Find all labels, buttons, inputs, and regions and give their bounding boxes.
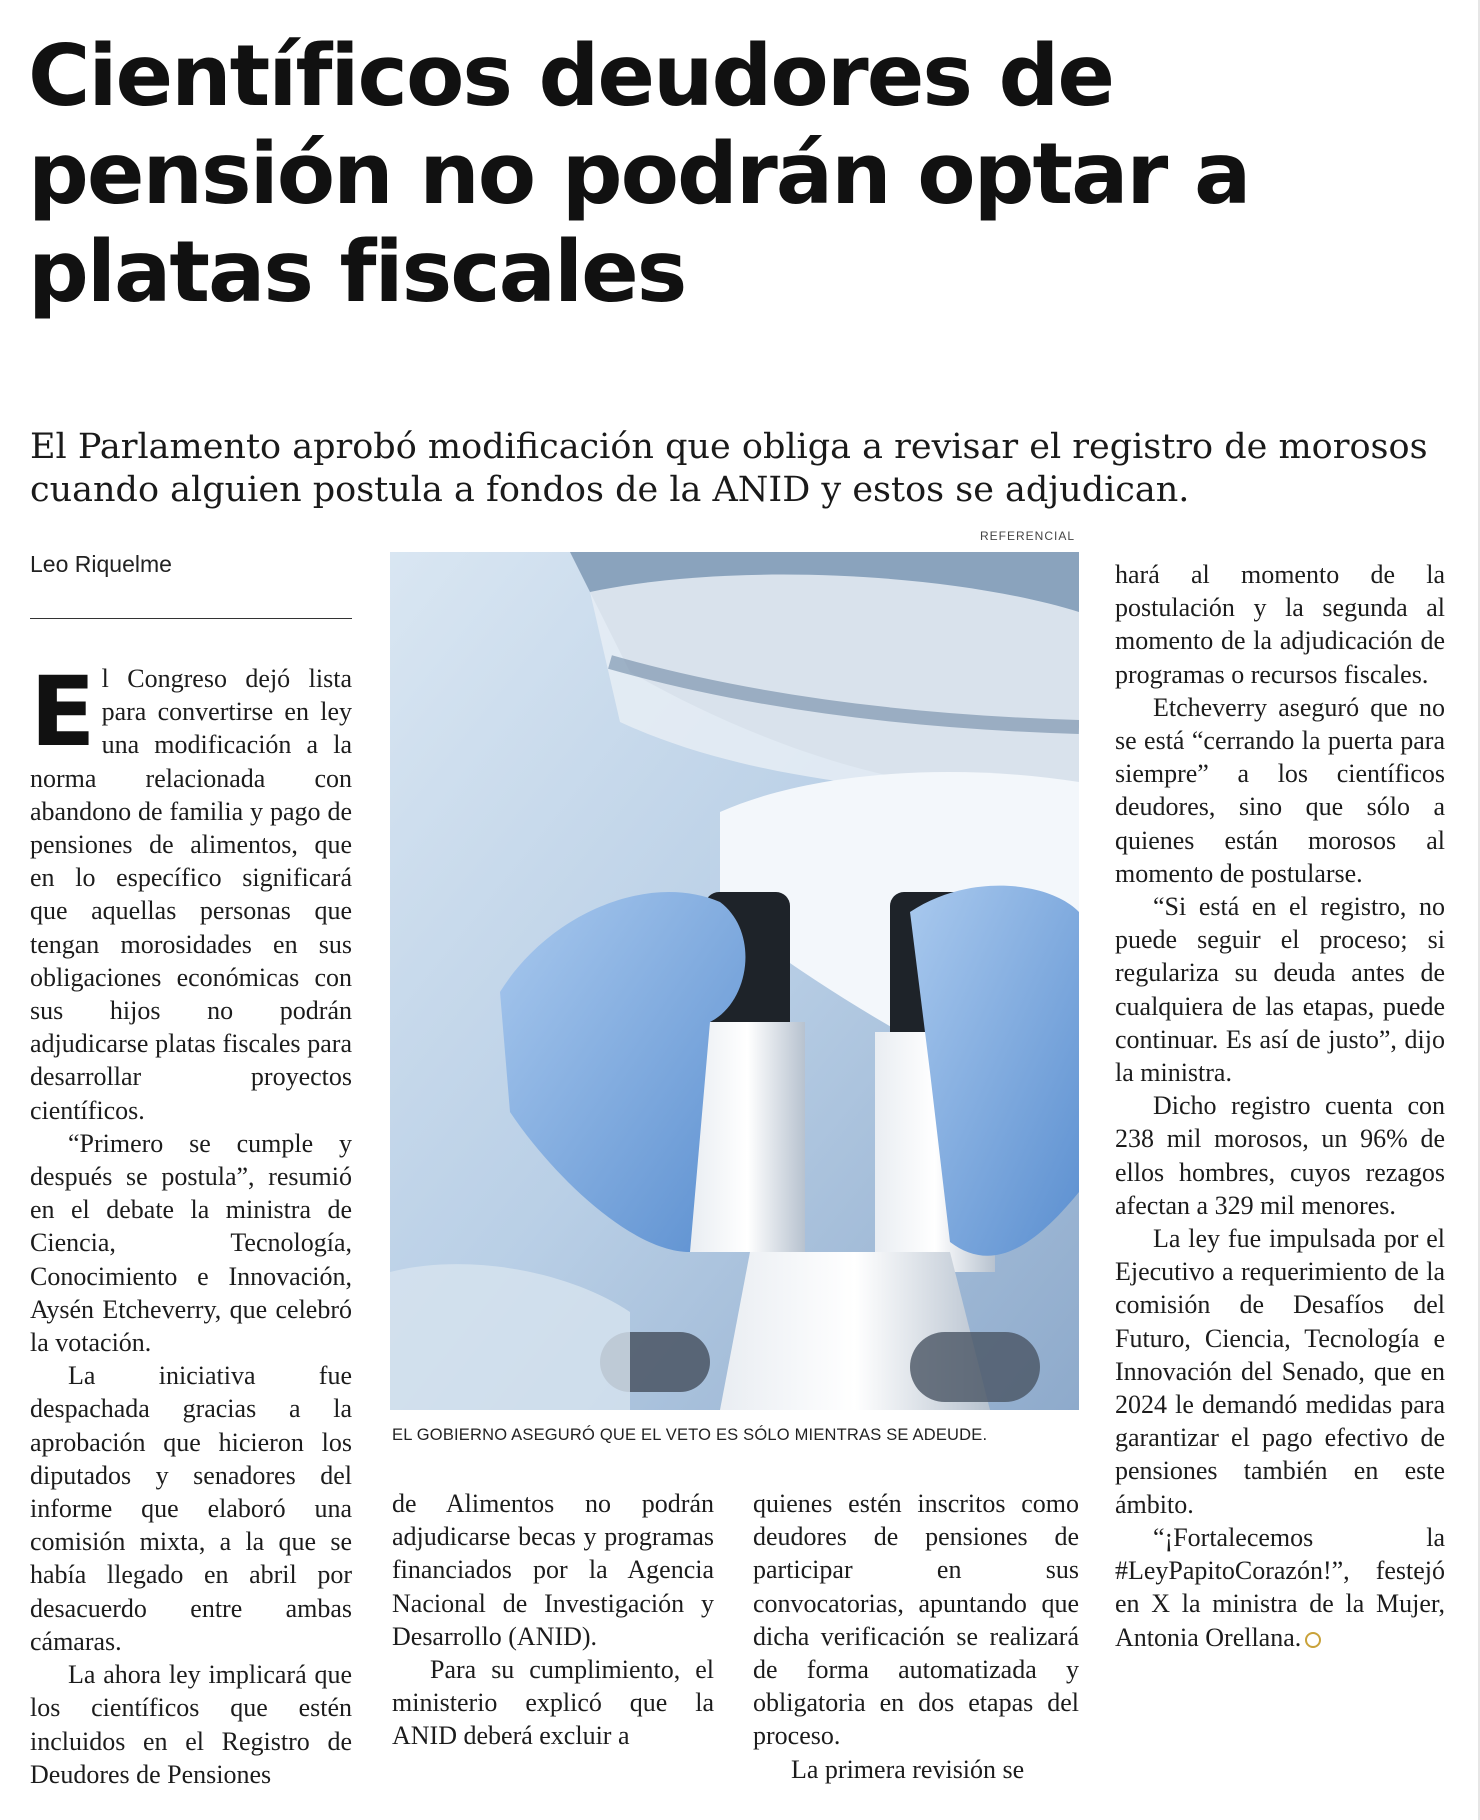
paragraph [30, 656, 352, 1127]
paragraph: La ahora ley implicará que los científicos que estén incluidos en el Registro de Deudores de Pensiones [30, 1660, 352, 1789]
paragraph: Dicho registro cuenta con 238 mil morosos, un 96% de ellos hombres, cuyos rezagos afectan a 329 mil menores. [1115, 1091, 1445, 1220]
byline: Leo Riquelme [30, 551, 172, 577]
column-3 [753, 1487, 1079, 1786]
byline-divider [30, 618, 352, 619]
photo-credit: REFERENCIAL [980, 529, 1076, 543]
paragraph: de Alimentos no podrán adjudicarse becas y programas financiados por la Agencia Nacional de Investigación y Desarrollo (ANID). [392, 1489, 714, 1651]
paragraph: “Primero se cumple y después se postula”, resumió en el debate la ministra de Ciencia, Tecnología, Conocimiento e Innovación, Aysén Etcheverry, que celebró la votación. [30, 1128, 352, 1358]
paragraph-text: “¡Fortalecemos la #LeyPapitoCorazón!”, festejó en X la ministra de la Mujer, Antonia Orellana. [1115, 1522, 1445, 1652]
column-2 [392, 1487, 714, 1753]
headline: Científicos deudores de pensión no podrán optar a platas fiscales [28, 27, 1250, 322]
paragraph: La primera revisión se [791, 1754, 1025, 1784]
drop-cap: E [30, 656, 96, 768]
paragraph: “Si está en el registro, no puede seguir el proceso; si regulariza su deuda antes de cualquiera de las etapas, puede continuar. Es así de justo”, dijo la ministra. [1115, 892, 1445, 1088]
column-4 [1115, 558, 1445, 1654]
paragraph: quienes estén inscritos como deudores de pensiones de participar en sus convocatorias, apuntando que dicha verificación se realizará de forma automatizada y obligatoria en dos etapas del proceso. [753, 1489, 1079, 1751]
paragraph [1115, 1521, 1445, 1654]
paragraph: La ley fue impulsada por el Ejecutivo a requerimiento de la comisión de Desafíos del Futuro, Ciencia, Tecnología e Innovación del Senado, que en 2024 le demandó medidas para garantizar el pago efectivo de pensiones también en este ámbito. [1115, 1224, 1445, 1519]
paragraph: La iniciativa fue despachada gracias a la aprobación que hicieron los diputados y senadores del informe que elaboró una comisión mixta, a la que se había llegado en abril por desacuerdo entre ambas cámaras. [30, 1361, 352, 1656]
column-1 [30, 656, 352, 1791]
paragraph: Para su cumplimiento, el ministerio explicó que la ANID deberá excluir a [392, 1655, 714, 1751]
photo-caption: EL GOBIERNO ASEGURÓ QUE EL VETO ES SÓLO MIENTRAS SE ADEUDE. [392, 1426, 988, 1444]
paragraph: hará al momento de la postulación y la segunda al momento de la adjudicación de programas o recursos fiscales. [1115, 560, 1445, 689]
end-mark-icon [1305, 1632, 1321, 1648]
paragraph-text: l Congreso dejó lista para convertirse en ley una modificación a la norma relacionada con abandono de familia y pago de pensiones de alimentos, que en lo específico significará que aquellas personas que tengan morosidades en sus obligaciones económicas con sus hijos no podrán adjudicarse platas fiscales para desarrollar proyectos científicos. [30, 664, 352, 1125]
paragraph: Etcheverry aseguró que no se está “cerrando la puerta para siempre” a los científicos deudores, sino que sólo a quienes están morosos al momento de postularse. [1115, 692, 1445, 888]
article-photo [390, 552, 1079, 1410]
deck-subtitle: El Parlamento aprobó modificación que obliga a revisar el registro de morosos cuando alguien postula a fondos de la ANID y estos se adjudican. [30, 427, 1428, 510]
